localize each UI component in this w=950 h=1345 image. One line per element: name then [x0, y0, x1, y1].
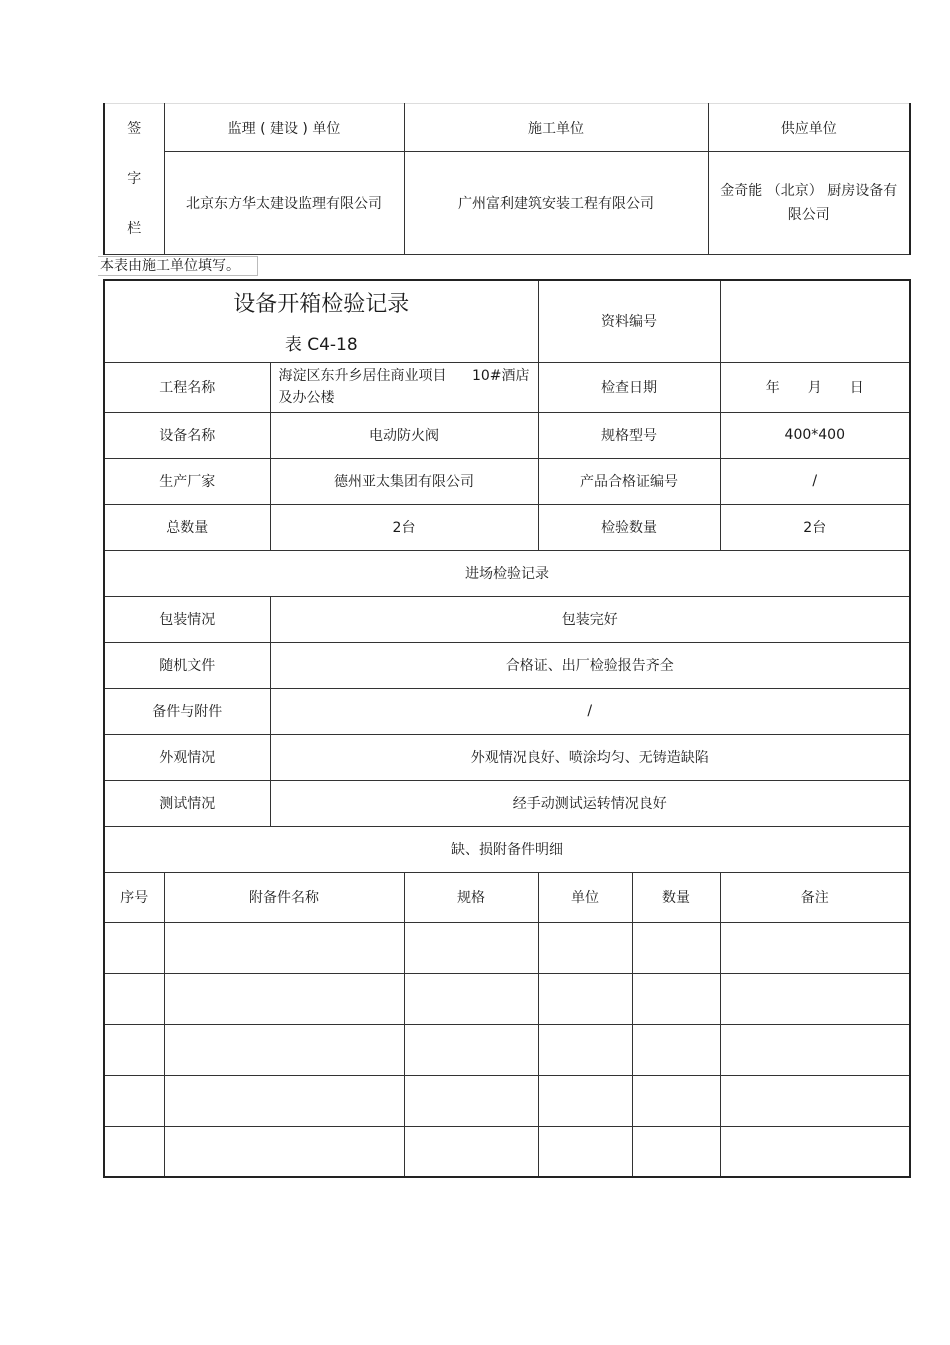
defect-cell	[720, 1075, 910, 1126]
defect-cell	[720, 1126, 910, 1177]
table-row	[104, 1126, 910, 1177]
defect-cell	[104, 922, 164, 973]
total-label: 总数量	[104, 504, 270, 550]
defect-cell	[164, 973, 404, 1024]
defect-header-no: 序号	[104, 872, 164, 922]
defect-cell	[404, 1024, 538, 1075]
defect-cell	[720, 973, 910, 1024]
constructor-header: 施工单位	[404, 104, 708, 152]
table-row	[104, 1075, 910, 1126]
supervisor-header: 监理 ( 建设 ) 单位	[164, 104, 404, 152]
supplier-line-2: 限公司	[787, 207, 830, 224]
defect-cell	[104, 1126, 164, 1177]
supplier-company	[708, 152, 910, 255]
side-char-1: 签	[127, 121, 142, 137]
project-value-line2: 及办公楼	[278, 390, 335, 406]
defect-cell	[538, 1024, 632, 1075]
supplier-line-1: 金奇能 （北京） 厨房设备有	[720, 183, 898, 200]
project-label: 工程名称	[104, 362, 270, 412]
defect-cell	[164, 1024, 404, 1075]
side-char-3: 栏	[127, 221, 142, 237]
check-date-label: 检查日期	[538, 362, 720, 412]
defect-cell	[404, 973, 538, 1024]
maker-value: 德州亚太集团有限公司	[270, 458, 538, 504]
side-char-2: 字	[127, 171, 142, 187]
check-date-value	[720, 362, 910, 412]
defect-cell	[164, 1126, 404, 1177]
defect-cell	[632, 922, 720, 973]
form-title-cell	[104, 280, 538, 362]
table-row	[104, 922, 910, 973]
defect-cell	[632, 1075, 720, 1126]
fill-note: 本表由施工单位填写。	[98, 256, 258, 276]
project-value-part2: 10#酒店	[471, 368, 530, 384]
inspect-qty-value: 2台	[720, 504, 910, 550]
signature-side-label	[104, 104, 164, 255]
inspect-qty-label: 检验数量	[538, 504, 720, 550]
form-code: 表 C4-18	[284, 335, 358, 356]
documents-value: 合格证、出厂检验报告齐全	[270, 642, 910, 688]
defect-header-qty: 数量	[632, 872, 720, 922]
equipment-value: 电动防火阀	[270, 412, 538, 458]
defect-header-spec: 规格	[404, 872, 538, 922]
equipment-label: 设备名称	[104, 412, 270, 458]
defect-cell	[720, 1024, 910, 1075]
defect-cell	[538, 1075, 632, 1126]
defect-cell	[104, 1075, 164, 1126]
defect-cell	[404, 1126, 538, 1177]
constructor-company: 广州富利建筑安装工程有限公司	[404, 152, 708, 255]
defect-cell	[632, 973, 720, 1024]
entry-section-title: 进场检验记录	[104, 550, 910, 596]
maker-label: 生产厂家	[104, 458, 270, 504]
defect-cell	[164, 1075, 404, 1126]
project-value-part1: 海淀区东升乡居住商业项目	[278, 368, 447, 384]
defect-header-unit: 单位	[538, 872, 632, 922]
defect-cell	[404, 1075, 538, 1126]
spec-value: 400*400	[720, 412, 910, 458]
packaging-label: 包装情况	[104, 596, 270, 642]
defect-cell	[164, 922, 404, 973]
packaging-value: 包装完好	[270, 596, 910, 642]
test-value: 经手动测试运转情况良好	[270, 780, 910, 826]
date-year: 年	[765, 380, 780, 396]
supervisor-company: 北京东方华太建设监理有限公司	[164, 152, 404, 255]
documents-label: 随机文件	[104, 642, 270, 688]
defect-cell	[538, 973, 632, 1024]
inspection-form	[103, 279, 911, 1178]
spares-label: 备件与附件	[104, 688, 270, 734]
defect-cell	[538, 1126, 632, 1177]
spares-value: /	[270, 688, 910, 734]
defect-cell	[538, 922, 632, 973]
doc-no-value	[720, 280, 910, 362]
date-month: 月	[807, 380, 822, 396]
supplier-header: 供应单位	[708, 104, 910, 152]
doc-no-label: 资料编号	[538, 280, 720, 362]
signature-table	[103, 103, 911, 255]
defect-header-remark: 备注	[720, 872, 910, 922]
defect-cell	[720, 922, 910, 973]
defect-cell	[632, 1126, 720, 1177]
cert-label: 产品合格证编号	[538, 458, 720, 504]
defect-cell	[104, 1024, 164, 1075]
table-row	[104, 1024, 910, 1075]
project-value	[270, 362, 538, 412]
spec-label: 规格型号	[538, 412, 720, 458]
defect-cell	[104, 973, 164, 1024]
table-row	[104, 973, 910, 1024]
appearance-label: 外观情况	[104, 734, 270, 780]
form-title: 设备开箱检验记录	[233, 292, 410, 318]
defect-header-name: 附备件名称	[164, 872, 404, 922]
date-day: 日	[849, 380, 864, 396]
appearance-value: 外观情况良好、喷涂均匀、无铸造缺陷	[270, 734, 910, 780]
defect-section-title: 缺、损附备件明细	[104, 826, 910, 872]
test-label: 测试情况	[104, 780, 270, 826]
total-value: 2台	[270, 504, 538, 550]
cert-value: /	[720, 458, 910, 504]
defect-cell	[632, 1024, 720, 1075]
defect-cell	[404, 922, 538, 973]
